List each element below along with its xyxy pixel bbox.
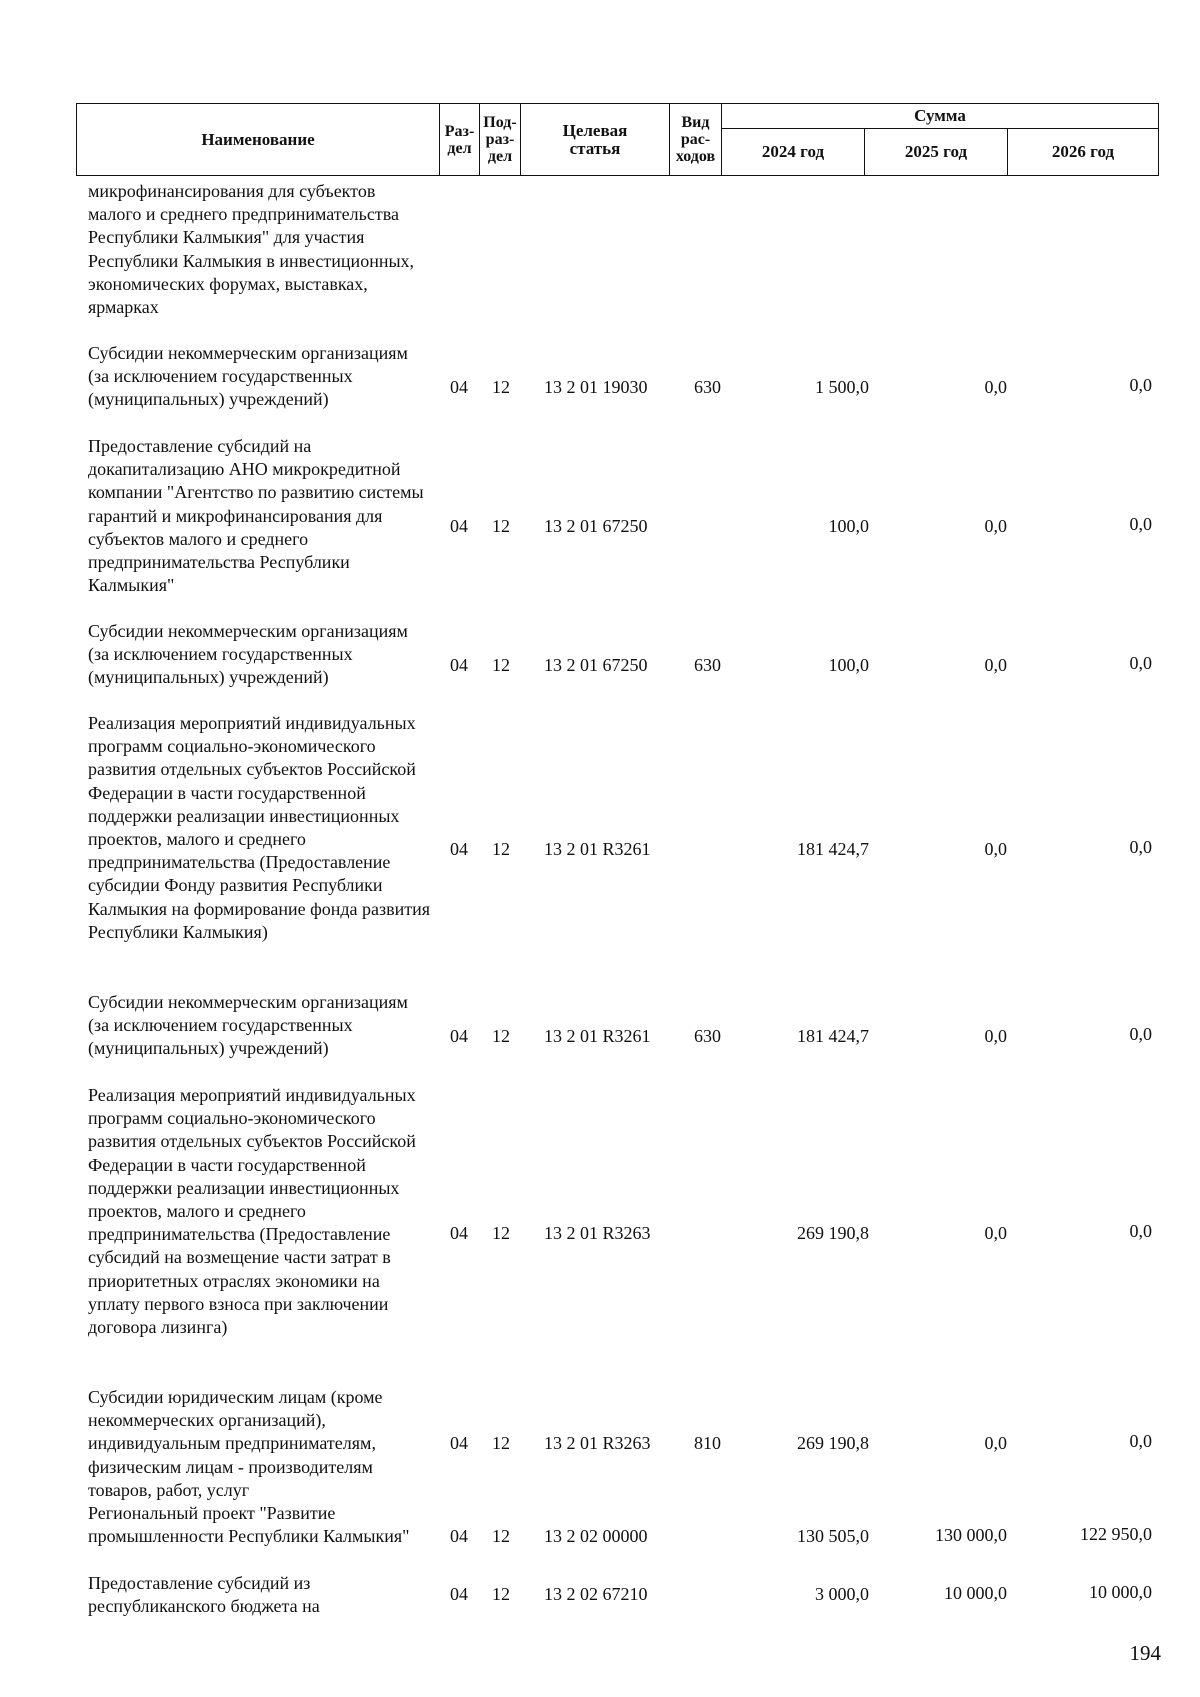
header-podrazdel: Под- раз- дел [480, 104, 521, 176]
row-podrazdel: 12 [492, 516, 510, 536]
row-sum-2026: 0,0 [1129, 1024, 1152, 1044]
row-name: Субсидии некоммерческим организациям (за исключением государственных (муниципальных) учреждений) [88, 621, 408, 688]
row-razdel: 04 [450, 1526, 468, 1546]
row-sum-2024: 181 424,7 [797, 1026, 869, 1046]
row-razdel: 04 [450, 1026, 468, 1046]
header-summa: Сумма [722, 104, 1159, 129]
row-celevaya: 13 2 01 67250 [544, 655, 648, 675]
row-name: микрофинансирования для субъектов малого и среднего предпринимательства Республики Калмыкия" для участия Республики Калмыкия в инвестиционных, экономических форумах, выставках, ярмарках [88, 181, 415, 318]
row-podrazdel: 12 [492, 1433, 510, 1453]
row-sum-2025: 0,0 [984, 516, 1007, 536]
row-celevaya: 13 2 01 R3263 [544, 1223, 651, 1243]
row-celevaya: 13 2 02 67210 [544, 1584, 648, 1604]
row-sum-2024: 269 190,8 [797, 1433, 869, 1453]
row-podrazdel: 12 [492, 655, 510, 675]
row-sum-2026: 122 950,0 [1080, 1524, 1152, 1544]
row-podrazdel: 12 [492, 1584, 510, 1604]
row-sum-2026: 0,0 [1129, 375, 1152, 395]
row-sum-2024: 269 190,8 [797, 1223, 869, 1243]
row-sum-2025: 0,0 [984, 377, 1007, 397]
row-sum-2024: 3 000,0 [815, 1584, 869, 1604]
row-vid: 630 [694, 655, 721, 675]
row-celevaya: 13 2 01 R3261 [544, 839, 651, 859]
row-name: Субсидии некоммерческим организациям (за исключением государственных (муниципальных) учреждений) [88, 343, 408, 410]
row-razdel: 04 [450, 516, 468, 536]
row-sum-2026: 0,0 [1129, 837, 1152, 857]
row-celevaya: 13 2 01 R3261 [544, 1026, 651, 1046]
row-sum-2024: 1 500,0 [815, 377, 869, 397]
row-podrazdel: 12 [492, 1026, 510, 1046]
row-sum-2025: 0,0 [984, 655, 1007, 675]
header-2025: 2025 год [865, 129, 1008, 176]
row-sum-2026: 10 000,0 [1089, 1582, 1152, 1602]
row-podrazdel: 12 [492, 1526, 510, 1546]
header-vid: Вид рас- ходов [670, 104, 722, 176]
row-sum-2025: 10 000,0 [944, 1583, 1007, 1603]
row-name: Предоставление субсидий на докапитализацию АНО микрокредитной компании "Агентство по развитию системы гарантий и микрофинансирования для субъектов малого и среднего предпринимательства Республики Калмыкия" [88, 436, 424, 596]
row-name: Субсидии некоммерческим организациям (за исключением государственных (муниципальных) учреждений) [88, 992, 408, 1059]
row-podrazdel: 12 [492, 839, 510, 859]
header-razdel: Раз- дел [440, 104, 480, 176]
row-razdel: 04 [450, 1223, 468, 1243]
row-razdel: 04 [450, 655, 468, 675]
row-sum-2025: 0,0 [984, 1026, 1007, 1046]
row-razdel: 04 [450, 377, 468, 397]
row-razdel: 04 [450, 1584, 468, 1604]
header-2024: 2024 год [722, 129, 865, 176]
row-sum-2026: 0,0 [1129, 1431, 1152, 1451]
row-name: Реализация мероприятий индивидуальных программ социально-экономического развития отдельных субъектов Российской Федерации в части государственной поддержки реализации инвестиционных проектов, малого и среднего предпринимательства (Предоставление субсидий на возмещение части затрат в приоритетных отраслях экономики на уплату первого взноса при заключении договора лизинга) [88, 1085, 416, 1338]
row-podrazdel: 12 [492, 377, 510, 397]
row-podrazdel: 12 [492, 1223, 510, 1243]
row-sum-2025: 0,0 [984, 1223, 1007, 1243]
row-sum-2026: 0,0 [1129, 514, 1152, 534]
row-sum-2024: 100,0 [828, 516, 869, 536]
row-name: Региональный проект "Развитие промышленности Республики Калмыкия" [88, 1503, 410, 1547]
row-celevaya: 13 2 01 67250 [544, 516, 648, 536]
header-celevaya: Целевая статья [521, 104, 670, 176]
page-number: 194 [1129, 1641, 1161, 1665]
row-sum-2025: 130 000,0 [935, 1525, 1007, 1545]
row-sum-2024: 100,0 [828, 655, 869, 675]
table-header [76, 103, 1159, 176]
row-name: Субсидии юридическим лицам (кроме некоммерческих организаций), индивидуальным предпринимателям, физическим лицам - производителям товаров, работ, услуг [88, 1387, 383, 1500]
row-sum-2025: 0,0 [984, 839, 1007, 859]
row-vid: 630 [694, 377, 721, 397]
row-razdel: 04 [450, 839, 468, 859]
row-vid: 630 [694, 1026, 721, 1046]
row-sum-2026: 0,0 [1129, 1221, 1152, 1241]
row-celevaya: 13 2 01 19030 [544, 377, 648, 397]
row-celevaya: 13 2 02 00000 [544, 1526, 648, 1546]
row-razdel: 04 [450, 1433, 468, 1453]
header-name: Наименование [77, 104, 440, 176]
row-sum-2025: 0,0 [984, 1433, 1007, 1453]
row-sum-2024: 130 505,0 [797, 1526, 869, 1546]
row-sum-2024: 181 424,7 [797, 839, 869, 859]
row-sum-2026: 0,0 [1129, 653, 1152, 673]
row-vid: 810 [694, 1433, 721, 1453]
header-2026: 2026 год [1008, 129, 1159, 176]
row-celevaya: 13 2 01 R3263 [544, 1433, 651, 1453]
row-name: Реализация мероприятий индивидуальных программ социально-экономического развития отдельных субъектов Российской Федерации в части государственной поддержки реализации инвестиционных проектов, малого и среднего предпринимательства (Предоставление субсидии Фонду развития Республики Калмыкия на формирование фонда развития Республики Калмыкия) [88, 713, 431, 942]
row-name: Предоставление субсидий из республиканского бюджета на [88, 1573, 320, 1617]
